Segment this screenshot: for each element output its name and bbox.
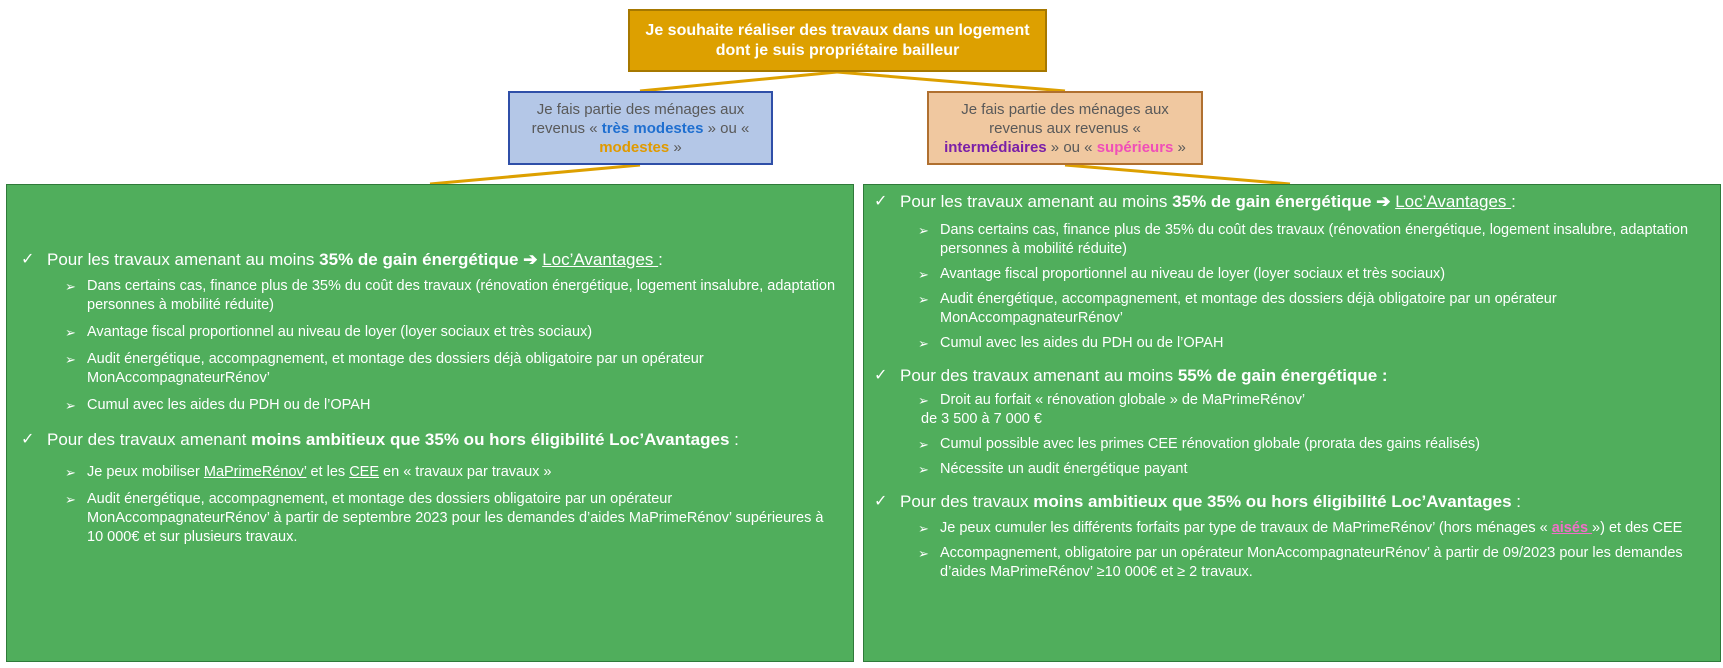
section-heading	[47, 249, 663, 271]
arrow-bullet-icon: ➢	[918, 521, 929, 536]
arrow-bullet-icon: ➢	[918, 292, 929, 307]
loc-avantages-link[interactable]: Loc’Avantages	[542, 250, 659, 269]
heading-bold: 55% de gain énergétique :	[1177, 366, 1388, 385]
root-question-box	[628, 9, 1047, 72]
arrow-bullet-icon: ➢	[918, 462, 929, 477]
cee-link[interactable]: CEE	[349, 464, 380, 480]
section-less-ambitious	[21, 429, 853, 451]
connector-left-panel	[430, 165, 640, 184]
list-item	[21, 323, 853, 342]
item-text: Cumul avec les aides du PDH ou de l’OPAH	[87, 397, 371, 413]
arrow-bullet-icon: ➢	[918, 336, 929, 351]
right-panel-aids	[863, 184, 1721, 662]
heading-bold: moins ambitieux que 35% ou hors éligibilité Loc’Avantages	[1033, 492, 1512, 511]
arrow-bullet-icon: ➢	[65, 279, 76, 294]
item-text: Audit énergétique, accompagnement, et montage des dossiers déjà obligatoire par un opérateur MonAccompagnateurRénov’	[87, 351, 704, 386]
list-item	[874, 460, 1720, 479]
section-35-loc-avantages	[874, 191, 1720, 213]
condition-modest-income-text	[522, 100, 759, 157]
item-line	[874, 391, 1317, 410]
section-35-loc-avantages	[21, 249, 853, 271]
check-icon: ✓	[874, 493, 888, 510]
list-item	[874, 519, 1720, 538]
section-items	[21, 277, 853, 415]
check-icon: ✓	[21, 251, 35, 268]
item-text: Je peux mobiliser MaPrimeRénov’ et les CEE en « travaux par travaux »	[87, 464, 552, 480]
heading-post: :	[729, 430, 739, 449]
heading-pre: Pour des travaux amenant	[47, 430, 252, 449]
left-panel-aids	[6, 184, 854, 662]
arrow-bullet-icon: ➢	[65, 352, 76, 367]
item-text: Cumul possible avec les primes CEE rénovation globale (prorata des gains réalisés)	[940, 436, 1480, 452]
item-text: Nécessite un audit énergétique payant	[940, 461, 1188, 477]
item-text: Audit énergétique, accompagnement, et montage des dossiers obligatoire par un opérateur MonAccompagnateurRénov’ à partir de septembre 2023 pour les demandes d’aides MaPrimeRénov’ supérieures à 10 000€ et sur plusieurs travaux.	[87, 491, 824, 545]
condition-prefix: Je fais partie des ménages aux revenus aux revenus «	[961, 100, 1169, 137]
item-amount: de 3 500 à 7 000 €	[921, 411, 1042, 427]
section-items	[21, 463, 853, 547]
condition-middle: » ou «	[1046, 138, 1097, 156]
section-heading	[900, 491, 1521, 513]
list-item	[21, 463, 853, 482]
list-item	[21, 396, 853, 415]
condition-middle: » ou «	[703, 119, 750, 137]
heading-pre: Pour des travaux	[900, 492, 1034, 511]
heading-post: :	[1511, 192, 1516, 211]
heading-bold: 35% de gain énergétique	[1172, 192, 1372, 211]
item-text: Cumul avec les aides du PDH ou de l’OPAH	[940, 335, 1224, 351]
heading-post: :	[658, 250, 663, 269]
connector-root-left	[640, 72, 837, 91]
arrow-bullet-icon: ➢	[65, 465, 76, 480]
item-text: Dans certains cas, finance plus de 35% du coût des travaux (rénovation énergétique, logement insalubre, adaptation personnes à mobilité réduite)	[87, 278, 836, 313]
arrow-bullet-icon: ➢	[65, 325, 76, 340]
section-heading	[47, 429, 739, 451]
heading-bold: 35% de gain énergétique	[319, 250, 519, 269]
connector-root-right	[837, 72, 1065, 91]
section-heading	[900, 191, 1516, 213]
heading-post: :	[1511, 492, 1522, 511]
list-item	[874, 334, 1720, 353]
connector-right-panel	[1065, 165, 1290, 184]
list-item	[874, 290, 1720, 328]
arrow-bullet-icon: ➢	[65, 398, 76, 413]
item-text: Avantage fiscal proportionnel au niveau de loyer (loyer sociaux et très sociaux)	[87, 324, 593, 340]
check-icon: ✓	[874, 367, 888, 384]
condition-suffix: »	[669, 138, 682, 156]
superieurs-label: supérieurs	[1096, 138, 1174, 156]
section-items	[874, 391, 1720, 479]
list-item	[874, 435, 1720, 454]
item-text: Droit au forfait « rénovation globale » de MaPrimeRénov’	[940, 392, 1306, 408]
arrow-bullet-icon: ➢	[918, 267, 929, 282]
section-items	[874, 519, 1720, 582]
section-55-renovation-globale	[874, 365, 1720, 387]
modestes-label: modestes	[599, 138, 670, 156]
section-items	[874, 221, 1720, 353]
intermediaires-label: intermédiaires	[944, 138, 1047, 156]
loc-avantages-link[interactable]: Loc’Avantages	[1395, 192, 1512, 211]
item-text: Audit énergétique, accompagnement, et montage des dossiers déjà obligatoire par un opérateur MonAccompagnateurRénov’	[940, 291, 1557, 326]
list-item	[874, 544, 1720, 582]
heading-pre: Pour des travaux amenant au moins	[900, 366, 1178, 385]
list-item	[21, 277, 853, 315]
condition-modest-income-box	[508, 91, 773, 165]
list-item	[21, 490, 853, 547]
condition-suffix: »	[1173, 138, 1186, 156]
item-text: Je peux cumuler les différents forfaits par type de travaux de MaPrimeRénov’ (hors ménages « aisés ») et des CEE	[940, 520, 1683, 536]
item-text: Accompagnement, obligatoire par un opérateur MonAccompagnateurRénov’ à partir de 09/2023 pour les demandes d’aides MaPrimeRénov’ ≥10 000€ et ≥ 2 travaux.	[940, 545, 1683, 580]
heading-pre: Pour les travaux amenant au moins	[47, 250, 320, 269]
arrow-bullet-icon: ➢	[918, 223, 929, 238]
list-item	[874, 391, 1720, 429]
check-icon: ✓	[21, 431, 35, 448]
list-item	[874, 265, 1720, 284]
arrow-bullet-icon: ➢	[918, 437, 929, 452]
condition-higher-income-text	[941, 100, 1189, 157]
section-heading	[900, 365, 1388, 387]
arrow-bullet-icon: ➢	[918, 393, 929, 408]
heavy-right-arrow-icon: ➔	[1376, 192, 1391, 211]
arrow-bullet-icon: ➢	[65, 492, 76, 507]
condition-prefix: Je fais partie des ménages aux revenus «	[531, 100, 745, 137]
item-text: Dans certains cas, finance plus de 35% du coût des travaux (rénovation énergétique, logement insalubre, adaptation personnes à mobilité réduite)	[940, 222, 1689, 257]
heading-bold: moins ambitieux que 35% ou hors éligibilité Loc’Avantages	[251, 430, 730, 449]
aises-label: aisés	[1551, 520, 1593, 536]
heavy-right-arrow-icon: ➔	[523, 250, 538, 269]
item-text: Avantage fiscal proportionnel au niveau de loyer (loyer sociaux et très sociaux)	[940, 266, 1446, 282]
list-item	[21, 350, 853, 388]
list-item	[874, 221, 1720, 259]
root-question-text: Je souhaite réaliser des travaux dans un logement dont je suis propriétaire bailleur	[645, 21, 1030, 59]
check-icon: ✓	[874, 193, 888, 210]
heading-pre: Pour les travaux amenant au moins	[900, 192, 1173, 211]
maprimerenov-link[interactable]: MaPrimeRénov’	[203, 464, 307, 480]
arrow-bullet-icon: ➢	[918, 546, 929, 561]
condition-higher-income-box	[927, 91, 1203, 165]
tres-modestes-label: très modestes	[601, 119, 704, 137]
section-less-ambitious	[874, 491, 1720, 513]
